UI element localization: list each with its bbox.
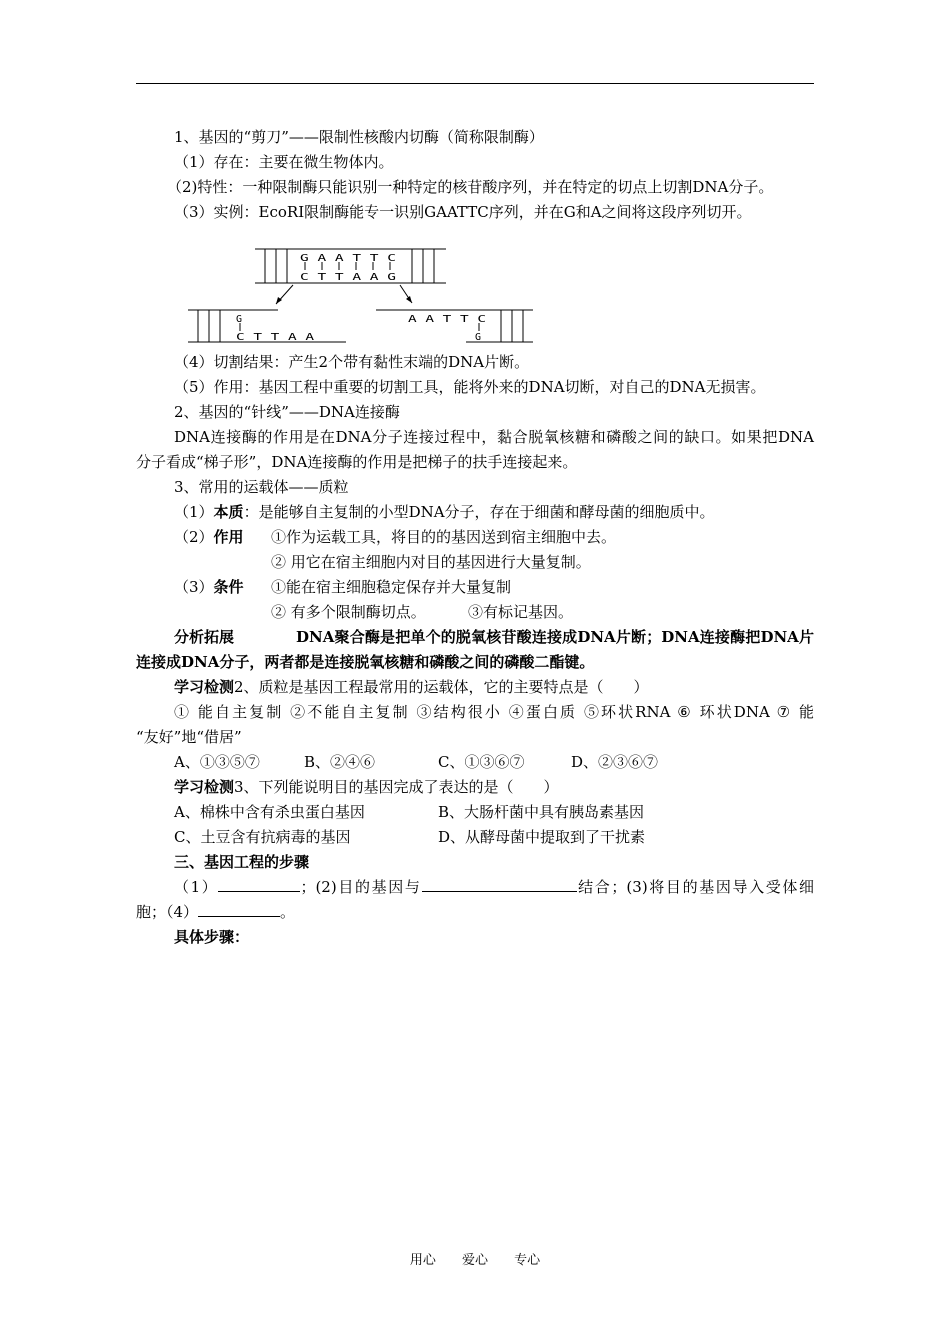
- section2-title: 2、基因的“针线”——DNA连接酶: [174, 403, 400, 421]
- analysis-label: 分析拓展: [174, 628, 235, 646]
- section1-title: 1、基因的“剪刀”——限制性核酸内切酶（简称限制酶）: [174, 128, 544, 146]
- q3-stem: 学习检测3、下列能说明目的基因完成了表达的是（ ）: [174, 778, 559, 796]
- page-footer: 用心 爱心 专心: [409, 1253, 541, 1268]
- q3-option-c[interactable]: C、土豆含有抗病毒的基因: [174, 828, 351, 846]
- section4-detail-label: 具体步骤：: [174, 928, 250, 946]
- q2-items-line2: “友好”地“借居”: [136, 728, 242, 746]
- analysis-line1: DNA聚合酶是把单个的脱氧核苷酸连接成DNA片断；DNA连接酶把DNA片: [296, 628, 814, 646]
- section1-existence: （1）存在：主要在微生物体内。: [174, 153, 394, 171]
- section4-title: 三、基因工程的步骤: [174, 853, 310, 871]
- section3-function-2: ② 用它在宿主细胞内对目的基因进行大量复制。: [271, 553, 591, 571]
- q3-option-d[interactable]: D、从酵母菌中提取到了干扰素: [438, 828, 646, 846]
- q2-stem: 学习检测2、质粒是基因工程最常用的运载体，它的主要特点是（ ）: [174, 678, 649, 696]
- section3-function-label: （2）作用: [174, 528, 244, 546]
- q2-items-line1: ① 能自主复制 ②不能自主复制 ③结构很小 ④蛋白质 ⑤环状RNA ⑥ 环状DNA ⑦ 能: [174, 703, 814, 721]
- blank-step4[interactable]: [198, 902, 280, 917]
- section3-condition-label: （3）条件: [174, 578, 244, 596]
- section1-example: （3）实例：EcoRI限制酶能专一识别GAATTC序列，并在G和A之间将这段序列切开。: [174, 203, 752, 221]
- q3-option-a[interactable]: A、棉株中含有杀虫蛋白基因: [174, 803, 365, 821]
- q2-option-b[interactable]: B、②④⑥: [304, 753, 376, 771]
- q2-option-c[interactable]: C、①③⑥⑦: [438, 753, 525, 771]
- section2-para-line2: 分子看成“梯子形”，DNA连接酶的作用是把梯子的扶手连接起来。: [136, 453, 578, 471]
- analysis-line2: 连接成DNA分子，两者都是连接脱氧核糖和磷酸之间的磷酸二酯键。: [136, 653, 595, 671]
- section3-condition-3: ③有标记基因。: [468, 603, 574, 621]
- right-fragment-upper: A A T T C: [408, 314, 486, 325]
- section1-function: （5）作用：基因工程中重要的切割工具，能将外来的DNA切断，对自己的DNA无损害。: [174, 378, 766, 396]
- section3-condition-1: ①能在宿主细胞稳定保存并大量复制: [271, 578, 512, 596]
- section4-steps-line1: （1） ；(2)目的基因与 结合；(3)将目的基因导入受体细: [174, 878, 815, 896]
- section1-result: （4）切割结果：产生2个带有黏性末端的DNA片断。: [174, 353, 530, 371]
- left-fragment-g: G: [236, 314, 243, 325]
- section2-para-line1: DNA连接酶的作用是在DNA分子连接过程中，黏合脱氧核糖和磷酸之间的缺口。如果把DNA: [174, 428, 814, 446]
- right-fragment-g: G: [475, 332, 482, 343]
- section3-essence: （1）本质：是能够自主复制的小型DNA分子，存在于细菌和酵母菌的细胞质中。: [174, 503, 715, 521]
- section3-title: 3、常用的运载体——质粒: [174, 478, 349, 496]
- q2-option-a[interactable]: A、①③⑤⑦: [174, 753, 260, 771]
- top-strand-upper: G A A T T C: [300, 253, 396, 264]
- left-fragment-lower: C T T A A: [236, 332, 314, 343]
- section3-condition-2: ② 有多个限制酶切点。: [271, 603, 426, 621]
- blank-step1[interactable]: [218, 877, 300, 892]
- blank-step2[interactable]: [422, 877, 577, 892]
- q3-option-b[interactable]: B、大肠杆菌中具有胰岛素基因: [438, 803, 645, 821]
- section1-property: （2)特性：一种限制酶只能识别一种特定的核苷酸序列，并在特定的切点上切割DNA分子。: [167, 178, 774, 196]
- q2-option-d[interactable]: D、②③⑥⑦: [571, 753, 659, 771]
- top-strand-lower: C T T A A G: [300, 272, 396, 283]
- section4-steps-line2: 胞；（4） 。: [136, 903, 296, 921]
- section3-function-1: ①作为运载工具，将目的的基因送到宿主细胞中去。: [271, 528, 617, 546]
